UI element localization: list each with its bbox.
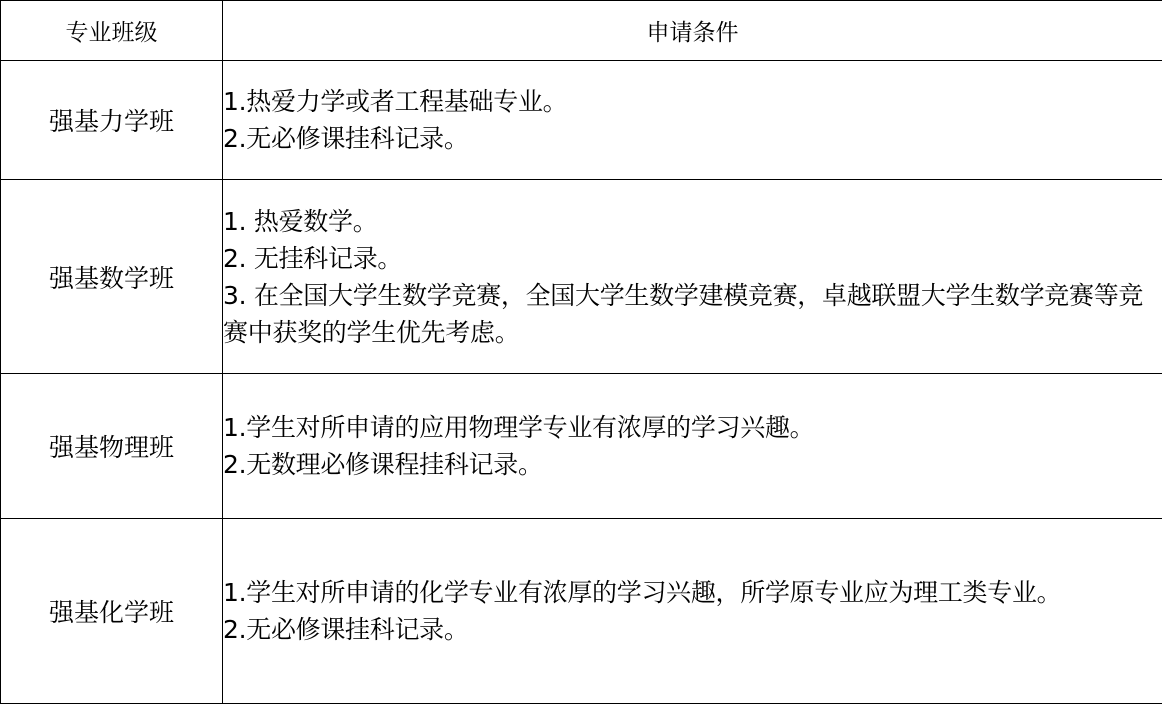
header-class: 专业班级 bbox=[1, 1, 223, 61]
table-row bbox=[1, 180, 1162, 374]
table-row bbox=[1, 519, 1162, 704]
conditions-cell bbox=[223, 374, 1162, 519]
class-name: 强基化学班 bbox=[1, 519, 223, 704]
header-conditions: 申请条件 bbox=[223, 1, 1162, 61]
condition-item: 1.热爱力学或者工程基础专业。 bbox=[223, 83, 1162, 120]
conditions-cell bbox=[223, 519, 1162, 704]
condition-item: 2.无必修课挂科记录。 bbox=[223, 120, 1162, 157]
conditions-cell bbox=[223, 180, 1162, 374]
condition-item: 2.无数理必修课程挂科记录。 bbox=[223, 446, 1162, 483]
class-name: 强基数学班 bbox=[1, 180, 223, 374]
condition-item: 1.学生对所申请的应用物理学专业有浓厚的学习兴趣。 bbox=[223, 409, 1162, 446]
table-row bbox=[1, 374, 1162, 519]
conditions-cell bbox=[223, 61, 1162, 180]
condition-item: 2.无必修课挂科记录。 bbox=[223, 611, 1162, 648]
condition-item: 1. 热爱数学。 bbox=[223, 203, 1162, 240]
condition-item: 1.学生对所申请的化学专业有浓厚的学习兴趣，所学原专业应为理工类专业。 bbox=[223, 574, 1162, 611]
table-row bbox=[1, 61, 1162, 180]
class-name: 强基力学班 bbox=[1, 61, 223, 180]
condition-item: 2. 无挂科记录。 bbox=[223, 240, 1162, 277]
class-name: 强基物理班 bbox=[1, 374, 223, 519]
table-header-row bbox=[1, 1, 1162, 61]
condition-item: 3. 在全国大学生数学竞赛，全国大学生数学建模竞赛，卓越联盟大学生数学竞赛等竞赛中获奖的学生优先考虑。 bbox=[223, 277, 1162, 351]
